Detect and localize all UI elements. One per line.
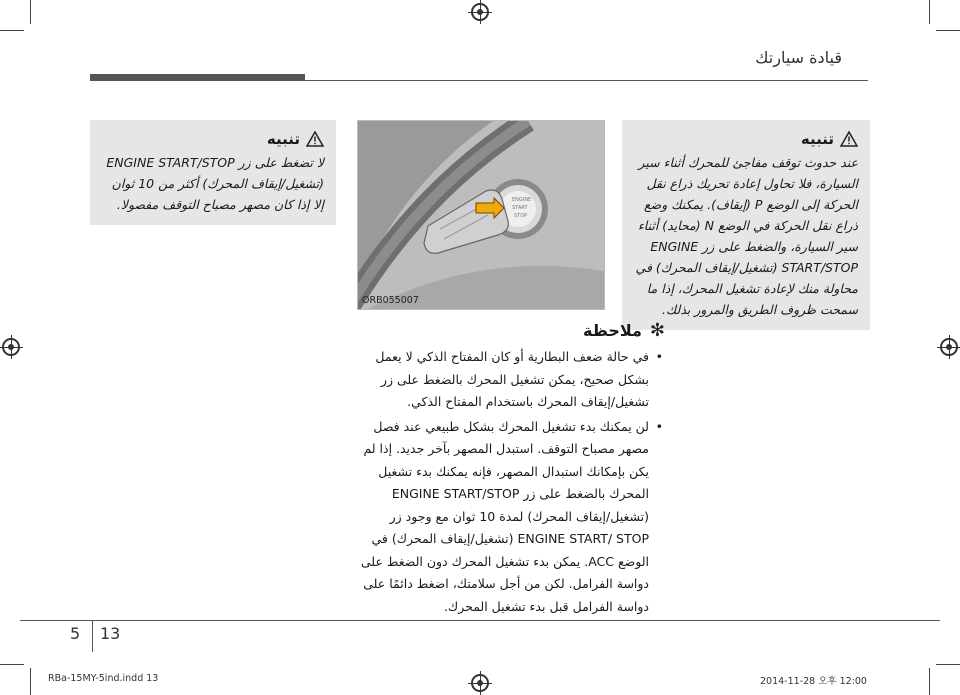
registration-mark-icon (2, 338, 20, 356)
caution-heading-text: تنبيه (266, 130, 300, 148)
figure-label: ORB055007 (362, 295, 419, 306)
crop-mark (936, 30, 960, 31)
note-heading-text: ملاحظة (583, 321, 642, 340)
note-list (358, 346, 663, 620)
caution-heading (102, 130, 324, 148)
note-heading (583, 320, 665, 341)
caution-text: عند حدوث توقف مفاجئ للمحرك أثناء سير السيارة، فلا تحاول إعادة تحريك ذراع نقل الحركة إلى الوضع P (إيقاف). يمكنك وضع ذراع نقل الحركة في الوضع N (محايد) أثناء سير السيارة، والضغط على زر ENGINE START/STOP (تشغيل/إيقاف المحرك) في محاولة منك لإعادة تشغيل المحرك، إذا ما سمحت ظروف الطريق والمرور بذلك. (635, 155, 858, 317)
crop-mark (929, 0, 930, 24)
crop-mark (30, 668, 31, 695)
registration-mark-icon (471, 674, 489, 692)
registration-mark-icon (471, 3, 489, 21)
note-item: • لن يمكنك بدء تشغيل المحرك بشكل طبيعي عند فصل مصهر مصباح التوقف. استبدل المصهر بآخر جديد. إذا لم يكن بإمكانك استبدال المصهر، فإنه يمكنك بدء تشغيل المحرك بالضغط على زر ENGINE START/STOP (تشغيل/إيقاف المحرك) لمدة 10 ثوان مع وجود زر ENGINE START/ STOP (تشغيل/إيقاف المحرك) في الوضع ACC. يمكن بدء تشغيل المحرك دون الضغط على دواسة الفرامل. لكن من أجل سلامتك، اضغط دائمًا على دواسة الفرامل قبل بدء تشغيل المحرك. (358, 416, 663, 619)
note-item: • في حالة ضعف البطارية أو كان المفتاح الذكي لا يعمل بشكل صحيح، يمكن تشغيل المحرك بالضغط على زر تشغيل/إيقاف المحرك باستخدام المفتاح الذكي. (358, 346, 663, 414)
print-date: 2014-11-28 오후 12:00 (760, 676, 867, 687)
print-file-name: RBa-15MY-5ind.indd 13 (48, 673, 159, 684)
crop-mark (0, 664, 24, 665)
svg-text:START: START (512, 205, 528, 211)
caution-text: لا تضغط على زر ENGINE START/STOP (تشغيل/إيقاف المحرك) أكثر من 10 ثوان إلا إذا كان مصهر مصباح التوقف مفصولا. (106, 155, 324, 212)
crop-mark (936, 664, 960, 665)
page-number: 13 (100, 624, 121, 643)
caution-heading (634, 130, 858, 148)
warning-triangle-icon (306, 131, 324, 147)
page-divider (92, 620, 93, 652)
section-number: 5 (70, 624, 81, 643)
caution-box-left (90, 120, 336, 225)
header-bar (90, 74, 305, 81)
svg-text:STOP: STOP (514, 213, 528, 219)
footer-rule (20, 620, 940, 621)
engine-start-photo (358, 121, 604, 309)
warning-triangle-icon (840, 131, 858, 147)
figure-engine-start-button (357, 120, 605, 310)
crop-mark (929, 668, 930, 695)
crop-mark (0, 30, 24, 31)
page-title: قيادة سيارتك (755, 48, 842, 67)
asterisk-icon: ✻ (649, 320, 665, 341)
svg-text:ENGINE: ENGINE (512, 197, 532, 203)
caution-heading-text: تنبيه (800, 130, 834, 148)
crop-mark (30, 0, 31, 24)
registration-mark-icon (940, 338, 958, 356)
caution-box-right (622, 120, 870, 330)
